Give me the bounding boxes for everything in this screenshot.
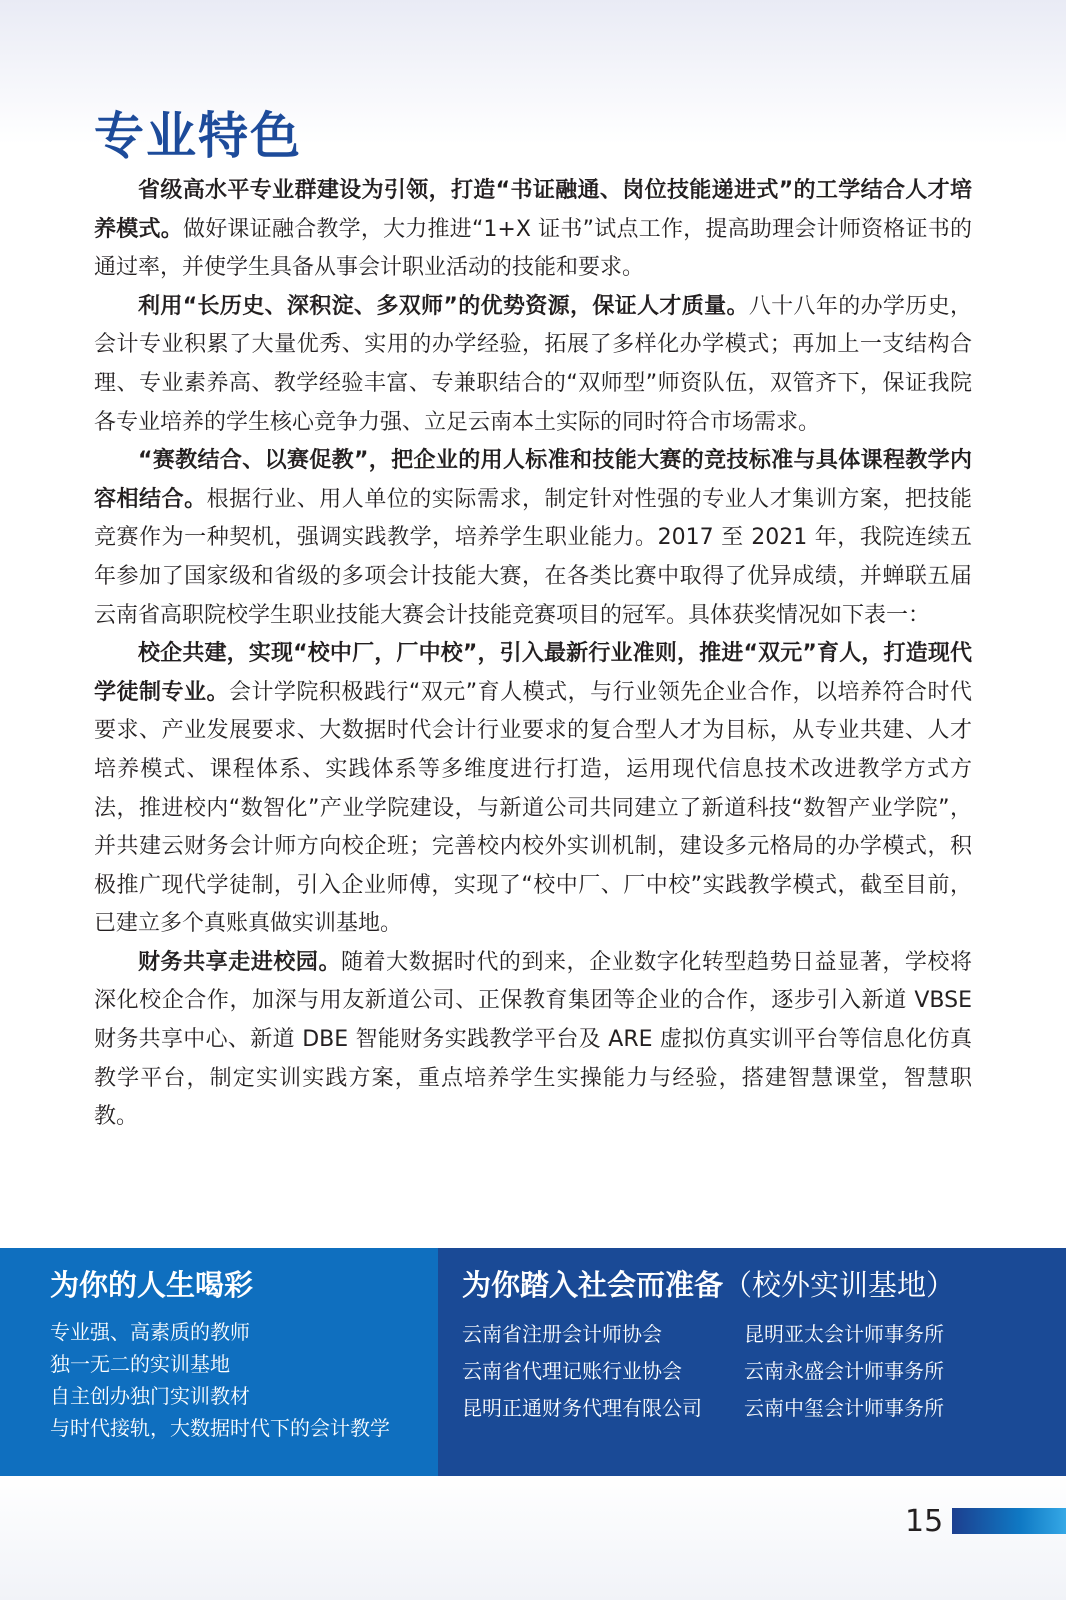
page-title: 专业特色 [94,107,302,165]
paragraph [94,442,972,635]
paragraph-body: 随着大数据时代的到来，企业数字化转型趋势日益显著，学校将深化校企合作，加深与用友新道公司、正保教育集团等企业的合作，逐步引入新道 VBSE 财务共享中心、新道 DBE 智能财务实践教学平台及 ARE 虚拟仿真实训平台等信息化仿真教学平台，制定实训实践方案，重点培养学生实操能力与经验，搭建智慧课堂，智慧职教。 [94,949,972,1130]
list-item: 云南中玺会计师事务所 [744,1396,944,1420]
list-item: 云南永盛会计师事务所 [744,1359,944,1383]
training-base-heading-main: 为你踏入社会而准备 [462,1268,724,1302]
paragraph-lead: 省级高水平专业群建设为引领，打造“书证融通、岗位技能递进式”的工学结合人才培养模式。 [94,178,972,242]
list-item: 独一无二的实训基地 [50,1352,230,1376]
paragraph [94,288,972,442]
list-item: 与时代接轨，大数据时代下的会计教学 [50,1416,390,1440]
list-item: 云南省代理记账行业协会 [462,1359,682,1383]
info-band [0,1248,1066,1476]
list-item: 昆明正通财务代理有限公司 [462,1396,702,1420]
list-item: 专业强、高素质的教师 [50,1320,250,1344]
paragraph-body: 会计学院积极践行“双元”育人模式，与行业领先企业合作，以培养符合时代要求、产业发展要求、大数据时代会计行业要求的复合型人才为目标，从专业共建、人才培养模式、课程体系、实践体系等多维度进行打造，运用现代信息技术改进教学方式方法，推进校内“数智化”产业学院建设，与新道公司共同建立了新道科技“数智产业学院”，并共建云财务会计师方向校企班；完善校内校外实训机制，建设多元格局的办学模式，积极推广现代学徒制，引入企业师傅，实现了“校中厂、厂中校”实践教学模式，截至目前，已建立多个真账真做实训基地。 [94,679,972,937]
page-number: 15 [905,1504,944,1539]
paragraph-lead: 利用“长历史、深积淀、多双师”的优势资源，保证人才质量。 [138,293,749,319]
paragraph-body: 做好课证融合教学，大力推进“1+X 证书”试点工作，提高助理会计师资格证书的通过率，并使学生具备从事会计职业活动的技能和要求。 [94,216,972,281]
list-item: 自主创办独门实训教材 [50,1384,250,1408]
cheer-panel [0,1248,438,1476]
list-item: 云南省注册会计师协会 [462,1322,662,1346]
paragraph-lead: “赛教结合、以赛促教”，把企业的用人标准和技能大赛的竞技标准与具体课程教学内容相结合。 [94,448,972,512]
paragraph-body: 八十八年的办学历史，会计专业积累了大量优秀、实用的办学经验，拓展了多样化办学模式；再加上一支结构合理、专业素养高、教学经验丰富、专兼职结合的“双师型”师资队伍，双管齐下，保证我院各专业培养的学生核心竞争力强、立足云南本土实际的同时符合市场需求。 [94,293,972,435]
paragraph-body: 根据行业、用人单位的实际需求，制定针对性强的专业人才集训方案，把技能竞赛作为一种契机，强调实践教学，培养学生职业能力。2017 至 2021 年，我院连续五年参加了国家级和省级的多项会计技能大赛，在各类比赛中取得了优异成绩，并蝉联五届云南省高职院校学生职业技能大赛会计技能竞赛项目的冠军。具体获奖情况如下表一： [94,486,972,628]
training-base-heading [462,1264,1066,1306]
main-content [94,172,972,1137]
paragraph-lead: 校企共建，实现“校中厂，厂中校”，引入最新行业准则，推进“双元”育人，打造现代学徒制专业。 [94,641,972,705]
page-number-bar [952,1508,1066,1534]
training-base-list [462,1316,1066,1427]
paragraph [94,635,972,944]
cheer-panel-heading: 为你的人生喝彩 [50,1268,254,1302]
paragraph [94,172,972,288]
paragraph [94,944,972,1137]
training-base-heading-sub: （校外实训基地） [723,1268,956,1302]
training-base-panel [438,1248,1066,1476]
list-item: 昆明亚太会计师事务所 [744,1322,944,1346]
paragraph-lead: 财务共享走进校园。 [138,949,341,975]
cheer-list [50,1316,438,1444]
